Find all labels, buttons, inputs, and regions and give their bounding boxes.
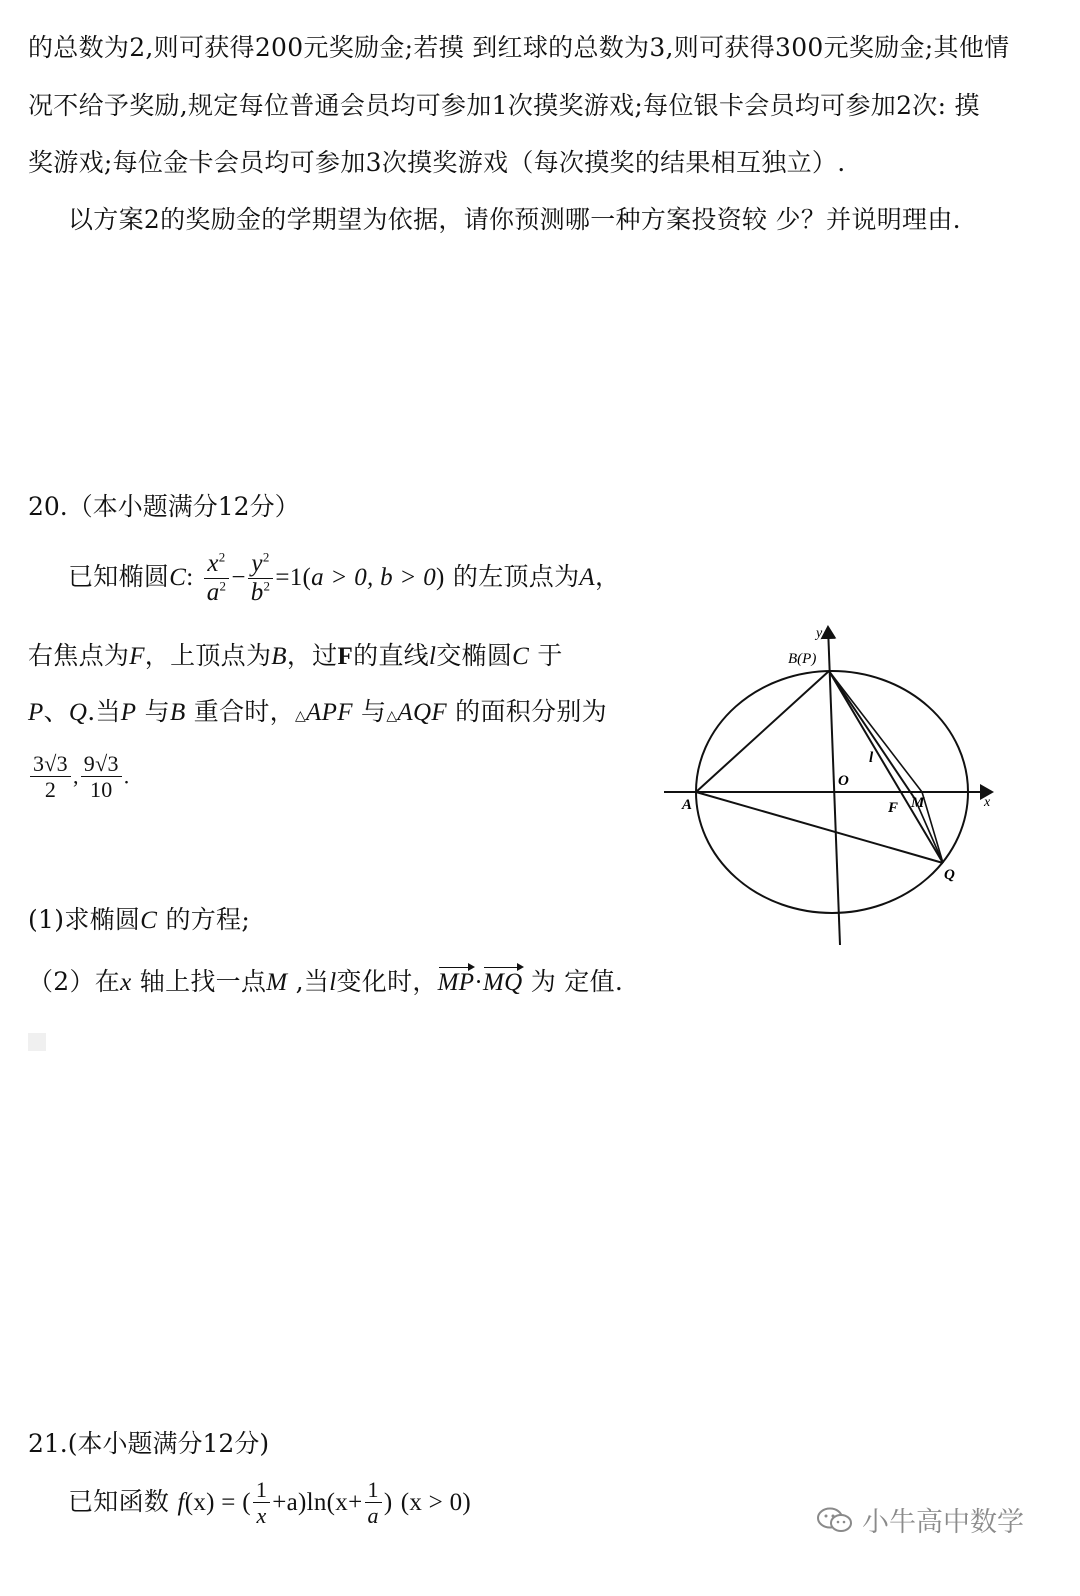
ellipse-name: C <box>140 907 158 934</box>
dot-product: · <box>474 969 484 996</box>
eq-exp: 2 <box>219 578 227 594</box>
point-F: F <box>129 643 145 670</box>
fraction-x2-a2 <box>204 550 230 607</box>
wechat-icon <box>816 1506 854 1534</box>
q20-text: 、 <box>43 697 69 726</box>
triangle-AQF: AQF <box>397 699 447 726</box>
point-A: A <box>579 564 595 592</box>
question-21-heading: 21.(本小题满分12分) <box>28 1429 270 1458</box>
frac-sep: , <box>72 763 79 789</box>
q20-text: .当 <box>87 697 121 726</box>
q20-line-3 <box>28 692 607 728</box>
q20-text: ，过 <box>286 641 338 670</box>
eq-x: x <box>207 550 219 577</box>
eq-cond: a > 0, b > 0 <box>311 564 437 592</box>
frac1-num: 3√3 <box>30 752 71 777</box>
func-body: +a)ln(x+ <box>272 1488 363 1516</box>
point-M: M <box>266 969 288 996</box>
label-O: O <box>838 773 849 789</box>
eq-b: b <box>250 578 264 606</box>
eq-close: ) <box>436 564 445 592</box>
segment-AQ <box>696 792 943 863</box>
q21-function-line <box>68 1478 471 1528</box>
period: . <box>123 763 130 789</box>
fraction-area-1 <box>30 752 71 802</box>
q20-text: 交椭圆 <box>436 641 513 670</box>
eq-exp: 2 <box>218 549 226 565</box>
segment-AB <box>696 671 829 792</box>
ellipse-name: C <box>512 643 530 670</box>
watermark-text: 小牛高中数学 <box>862 1507 1024 1538</box>
label-B-P: B(P) <box>788 651 817 667</box>
point-P: P <box>120 699 137 726</box>
q21-text: 已知函数 <box>68 1486 170 1516</box>
eq-exp: 2 <box>262 549 270 565</box>
q20-text: 于 <box>537 641 563 670</box>
func-domain: (x > 0) <box>400 1488 472 1516</box>
text-line-3: 奖游戏;每位金卡会员均可参加3次摸奖游戏（每次摸奖的结果相互独立）. <box>28 148 846 177</box>
axis-x: x <box>120 969 132 996</box>
q20-text: 变化时， <box>336 967 438 996</box>
func-args: (x) = ( <box>184 1488 251 1516</box>
q20-text: （2）在 <box>28 967 121 996</box>
q20-text: 已知椭圆 <box>68 562 170 592</box>
label-A: A <box>682 797 693 813</box>
watermark <box>816 1500 1024 1539</box>
eq-y: y <box>251 550 263 577</box>
fraction-y2-b2 <box>248 550 274 607</box>
q20-part-1 <box>28 900 250 936</box>
q20-area-values <box>28 752 130 802</box>
point-Q: Q <box>68 699 88 726</box>
frac-one: 1 <box>365 1478 382 1503</box>
triangle-icon: △ <box>294 708 307 724</box>
func-close: ) <box>383 1488 393 1516</box>
ellipse-name: C <box>169 564 187 592</box>
ellipse-diagram <box>660 615 1005 955</box>
q20-text: 的左顶点为 <box>452 562 580 592</box>
line-l: l <box>428 643 437 670</box>
frac2-den: 10 <box>89 777 113 803</box>
eq-rhs: =1( <box>275 564 312 592</box>
label-x: x <box>984 795 991 810</box>
text-line-2: 况不给予奖励,规定每位普通会员均可参加1次摸奖游戏;每位银卡会员均可参加2次: 摸 <box>28 91 980 120</box>
func-f: f <box>177 1488 185 1516</box>
triangle-APF: APF <box>306 699 353 726</box>
vector-MQ: MQ <box>483 969 523 996</box>
q20-intro-line: 已知椭圆C: $\frac{x^2}{a^2}$ − $\frac{y^2}{b^2}$ =1(a > 0, b > 0) 的左顶点为A， <box>68 549 621 606</box>
q20-line-2 <box>28 636 563 672</box>
vector-MP: MP <box>437 969 475 996</box>
point-B: B <box>271 643 287 670</box>
q20-part-2 <box>28 962 623 998</box>
q20-text: 重合时， <box>193 697 295 726</box>
q20-text: (1)求椭圆 <box>28 905 141 934</box>
text-line-1: 的总数为2,则可获得200元奖励金;若摸 到红球的总数为3,则可获得300元奖励金;其他情 <box>28 33 1010 62</box>
frac-one: 1 <box>253 1478 270 1503</box>
q20-text: ,当 <box>295 967 330 996</box>
q20-text: 的方程; <box>165 905 251 934</box>
q20-text: ， <box>595 562 621 592</box>
q20-text: 为 定值. <box>530 967 624 996</box>
segment-MQ <box>922 792 943 863</box>
label-F: F <box>888 800 899 816</box>
frac2-num: 9√3 <box>81 752 122 777</box>
eq-a: a <box>206 578 220 606</box>
frac1-den: 2 <box>44 777 57 803</box>
label-M: M <box>911 795 925 811</box>
line-l: l <box>329 969 337 996</box>
frac-a: a <box>367 1503 379 1529</box>
q20-text: 与 <box>361 697 387 726</box>
q20-text: 的直线 <box>353 641 429 670</box>
frac-x: x <box>256 1503 267 1529</box>
q20-text: ，上顶点为 <box>144 641 272 670</box>
question-20-heading: 20.（本小题满分12分） <box>28 492 300 521</box>
q20-text: 与 <box>144 697 170 726</box>
fraction-area-2 <box>81 752 122 802</box>
text-line-4: 以方案2的奖励金的学期望为依据，请你预测哪一种方案投资较 少？并说明理由. <box>68 205 961 234</box>
q20-text: 右焦点为 <box>28 641 130 670</box>
label-l: l <box>869 750 874 766</box>
fraction-1-x <box>253 1478 270 1528</box>
fraction-1-a <box>365 1478 382 1528</box>
point-B: B <box>169 699 186 726</box>
eq-exp: 2 <box>263 578 271 594</box>
q20-text: 的面积分别为 <box>455 697 607 726</box>
label-y: y <box>816 626 823 641</box>
triangle-icon: △ <box>386 708 398 724</box>
label-Q: Q <box>944 867 955 883</box>
point-P: P <box>28 699 44 726</box>
ellipse-figure <box>660 615 1005 955</box>
q20-text: 轴上找一点 <box>139 967 267 996</box>
scan-smudge <box>28 1033 46 1051</box>
eq-minus: − <box>231 564 246 592</box>
point-F-bold: F <box>337 643 354 670</box>
